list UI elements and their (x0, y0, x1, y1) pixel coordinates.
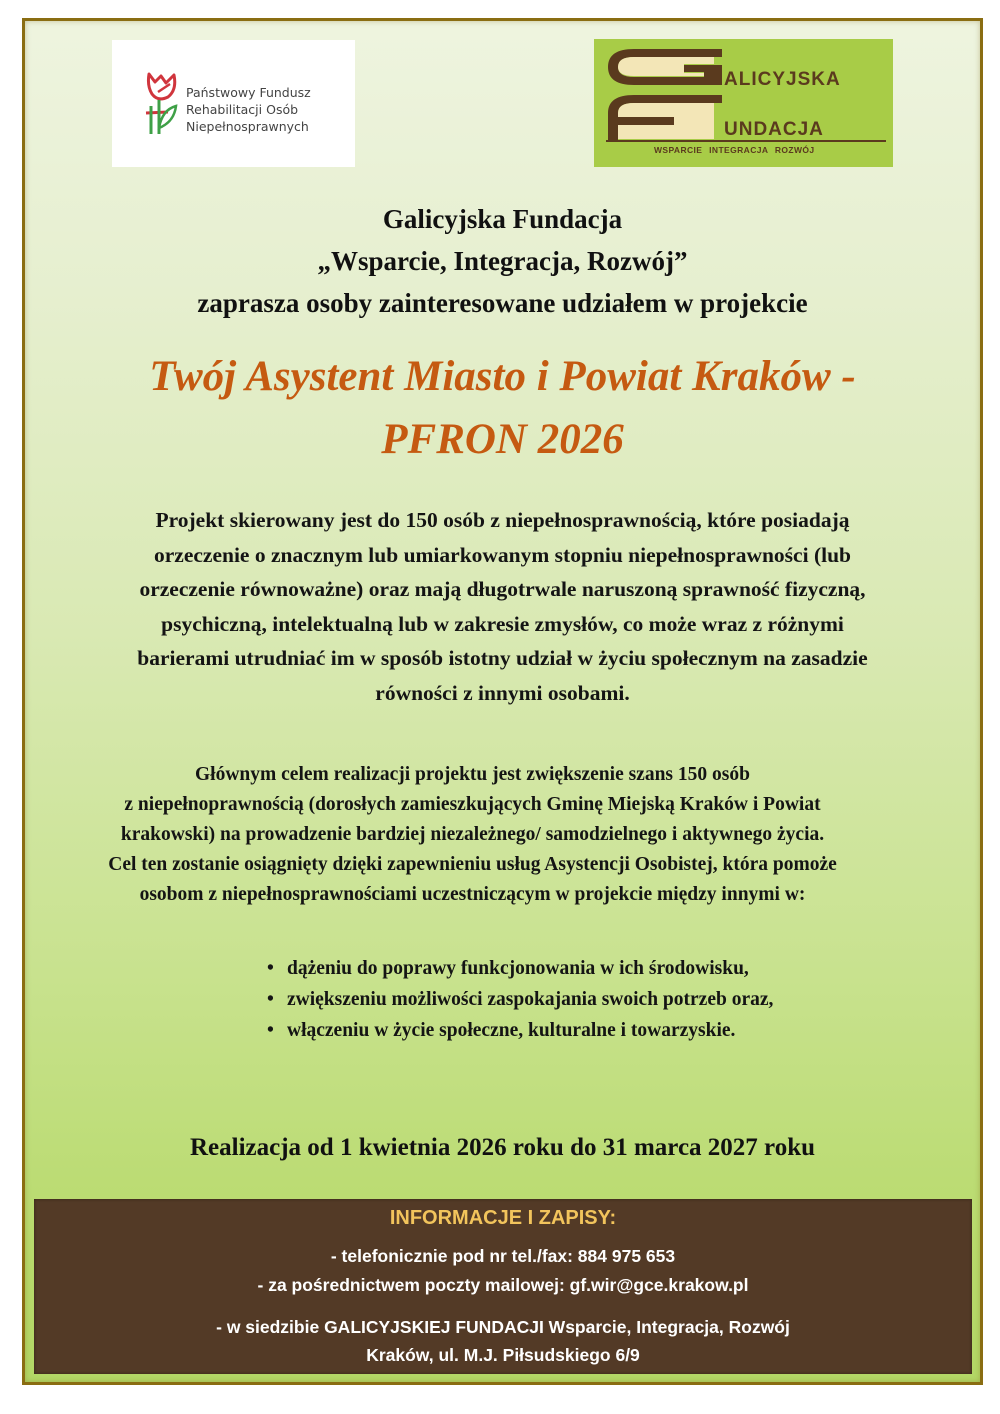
info-title: INFORMACJE I ZAPISY: (389, 1207, 617, 1229)
organization-motto: „Wsparcie, Integracja, Rozwój” (317, 246, 688, 276)
pfron-name-line: Rehabilitacji Osób (186, 102, 299, 117)
goals-list (267, 953, 773, 1046)
target-group-paragraph (22, 503, 983, 710)
project-goal-paragraph (0, 760, 945, 910)
paragraph-line: krakowski) na prowadzenie bardziej niezależnego/ samodzielnego i aktywnego życia. (120, 824, 825, 845)
email-info: - za pośrednictwem poczty mailowej: gf.wir@gce.krakow.pl (257, 1275, 749, 1295)
goal-item: • włączeniu w życie społeczne, kulturalne i towarzyskie. (267, 1015, 773, 1046)
paragraph-line: Projekt skierowany jest do 150 osób z niepełnosprawnością, które posiadają (155, 508, 850, 532)
galicyjska-fundacja-logo (594, 39, 893, 167)
goal-item: • dążeniu do poprawy funkcjonowania w ich środowisku, (267, 953, 773, 984)
pfron-name-line: Niepełnosprawnych (186, 119, 309, 134)
goal-item: • zwiększeniu możliwości zaspokajania swoich potrzeb oraz, (267, 984, 773, 1015)
invitation-text: zaprasza osoby zainteresowane udziałem w projekcie (197, 288, 808, 318)
paragraph-line: Cel ten zostanie osiągnięty dzięki zapewnieniu usług Asystencji Osobistej, która pomoże (108, 854, 837, 875)
project-title (22, 345, 983, 471)
realization-period: Realizacja od 1 kwietnia 2026 roku do 31 marca 2027 roku (189, 1134, 815, 1161)
paragraph-line: orzeczenie o znacznym lub umiarkowanym stopniu niepełnosprawności (lub (154, 542, 851, 567)
project-title-line: PFRON 2026 (381, 416, 624, 463)
gf-monogram-icon (604, 45, 729, 145)
paragraph-line: Głównym celem realizacji projektu jest zwiększenie szans 150 osób (195, 764, 750, 785)
paragraph-line: równości z innymi osobami. (375, 680, 630, 705)
paragraph-line: orzeczenie równoważne) oraz mają długotrwale naruszoną sprawność fizyczną, (139, 577, 866, 601)
pfron-name (186, 84, 311, 135)
gf-word-galicyjska: ALICYJSKA (724, 69, 841, 90)
phone-info: - telefonicznie pod nr tel./fax: 884 975 653 (330, 1246, 676, 1266)
gf-tagline: WSPARCIE INTEGRACJA ROZWÓJ (654, 145, 815, 155)
organization-name: Galicyjska Fundacja (382, 204, 623, 234)
tulip-logo-icon (144, 70, 178, 136)
info-box (34, 1199, 972, 1374)
pfron-name-line: Państwowy Fundusz (186, 85, 311, 100)
paragraph-line: barierami utrudniać im w sposób istotny udział w życiu społecznym na zasadzie (137, 646, 868, 670)
gf-divider (606, 140, 886, 142)
paragraph-line: osobom z niepełnosprawnościami uczestniczącym w projekcie między innymi w: (139, 884, 806, 905)
gf-word-fundacja: UNDACJA (724, 119, 824, 140)
project-title-line: Twój Asystent Miasto i Powiat Kraków - (149, 353, 856, 400)
office-info: - w siedzibie GALICYJSKIEJ FUNDACJI Wsparcie, Integracja, Rozwój (216, 1317, 790, 1337)
office-address: Kraków, ul. M.J. Piłsudskiego 6/9 (366, 1345, 640, 1365)
paragraph-line: z niepełnoprawnością (dorosłych zamieszkujących Gminę Miejską Kraków i Powiat (124, 794, 821, 815)
pfron-logo (112, 40, 355, 167)
paragraph-line: psychiczną, intelektualną lub w zakresie zmysłów, co może wraz z różnymi (161, 611, 844, 636)
invitation-heading (22, 198, 983, 324)
